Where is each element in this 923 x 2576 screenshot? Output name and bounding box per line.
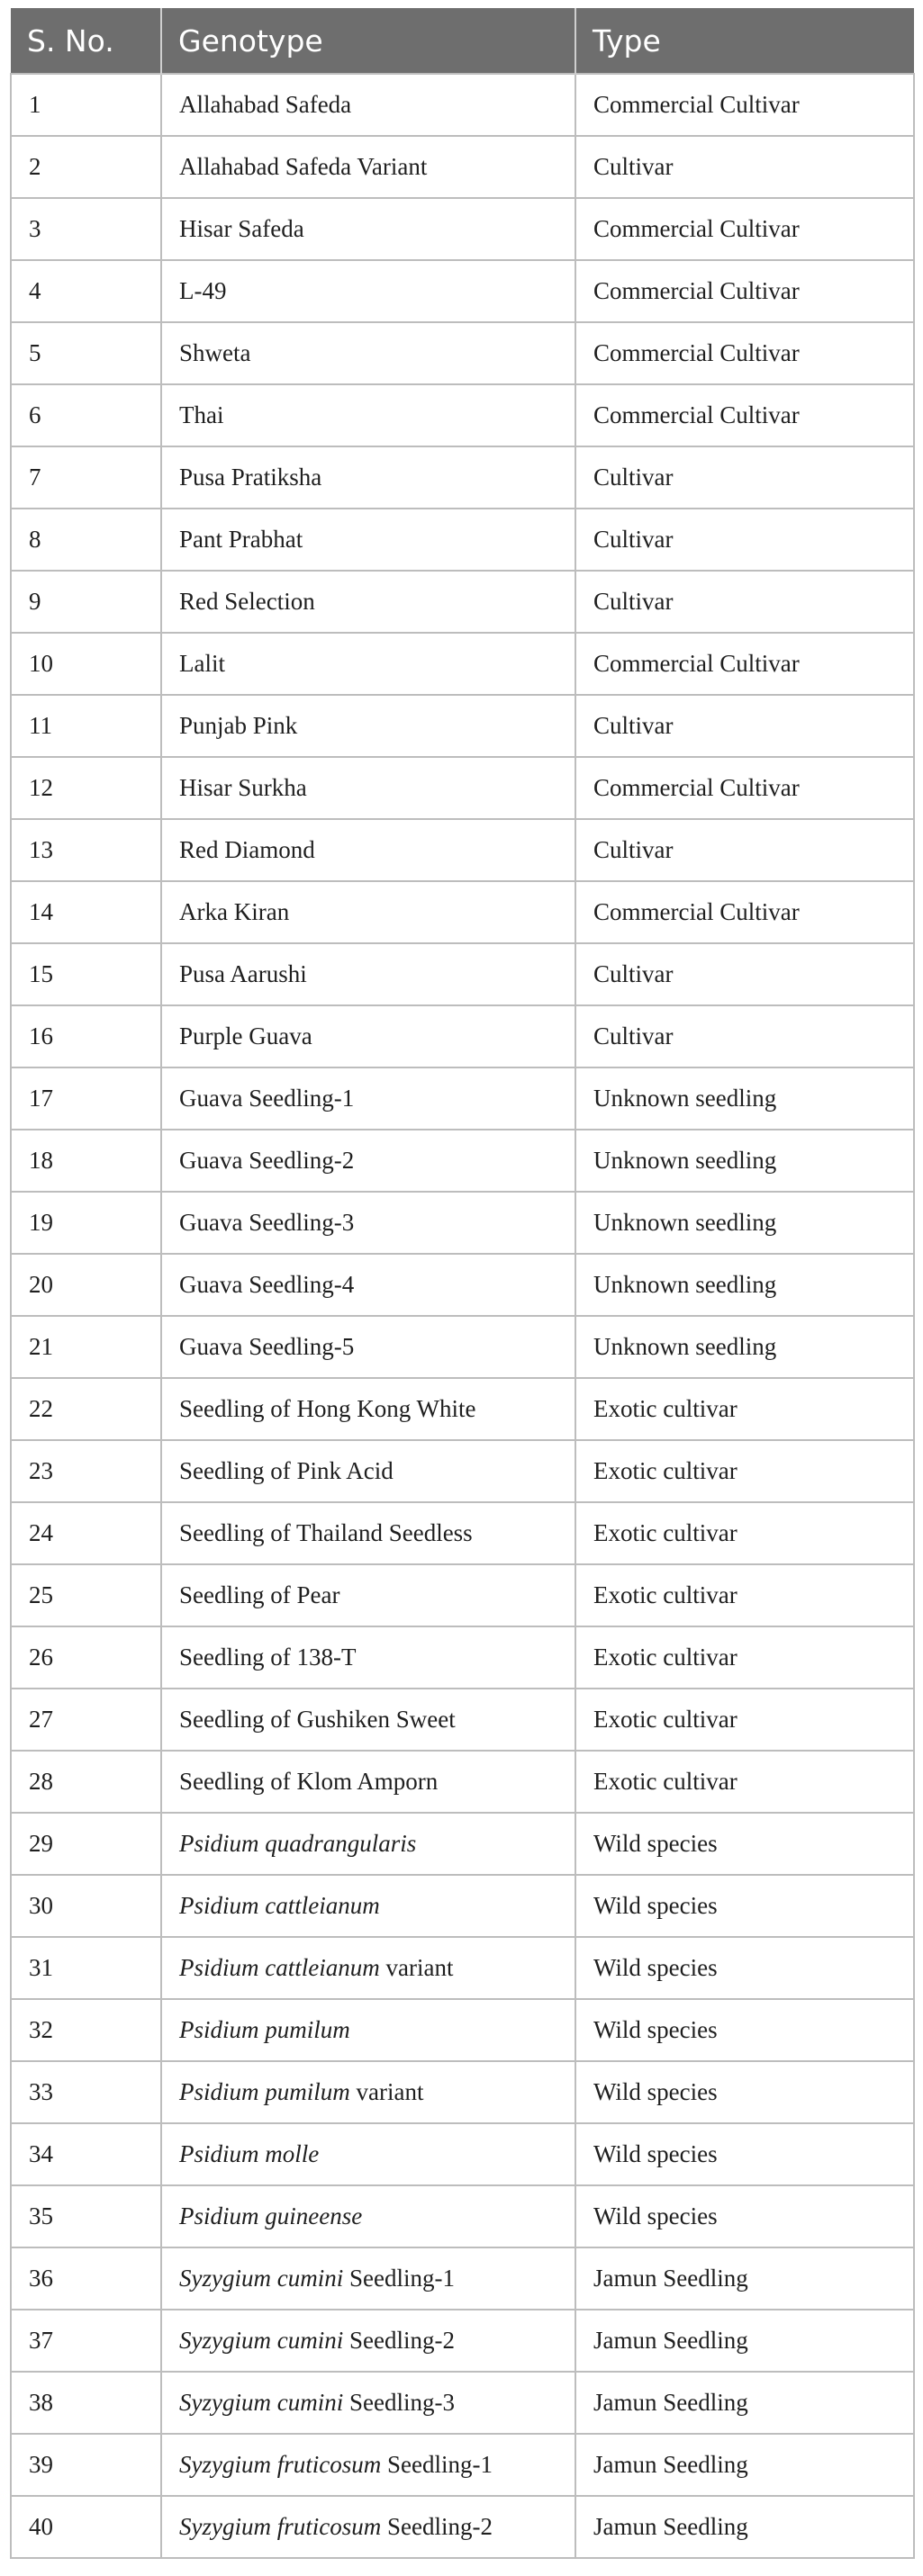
cell-genotype [161, 571, 575, 633]
cell-type: Jamun Seedling [575, 2496, 914, 2558]
cell-serial-number: 13 [11, 819, 161, 881]
table-row [11, 633, 914, 695]
cell-genotype [161, 2310, 575, 2372]
table-row [11, 1813, 914, 1875]
cell-type: Cultivar [575, 819, 914, 881]
table-row [11, 2185, 914, 2247]
cell-type: Wild species [575, 1813, 914, 1875]
table-row [11, 881, 914, 943]
genotype-text: Pusa Pratiksha [179, 464, 322, 491]
table-row [11, 1192, 914, 1254]
cell-genotype [161, 446, 575, 509]
cell-type: Commercial Cultivar [575, 881, 914, 943]
table-row [11, 1937, 914, 1999]
cell-serial-number: 35 [11, 2185, 161, 2247]
table-row [11, 695, 914, 757]
cell-genotype [161, 633, 575, 695]
cell-genotype [161, 1813, 575, 1875]
table-row [11, 1626, 914, 1689]
cell-type: Exotic cultivar [575, 1689, 914, 1751]
cell-genotype [161, 2247, 575, 2310]
genotype-text: variant [379, 1954, 454, 1981]
cell-type: Exotic cultivar [575, 1751, 914, 1813]
genotype-text: Seedling of Klom Amporn [179, 1768, 439, 1795]
cell-serial-number: 23 [11, 1440, 161, 1502]
cell-genotype [161, 2496, 575, 2558]
cell-type: Wild species [575, 2123, 914, 2185]
cell-type: Exotic cultivar [575, 1440, 914, 1502]
cell-genotype [161, 1999, 575, 2061]
cell-type: Exotic cultivar [575, 1564, 914, 1626]
cell-type: Commercial Cultivar [575, 260, 914, 322]
cell-genotype [161, 943, 575, 1005]
genotype-text: Red Diamond [179, 836, 315, 863]
cell-genotype [161, 1316, 575, 1378]
genotype-scientific-name: Syzygium cumini [179, 2389, 344, 2416]
cell-genotype [161, 1502, 575, 1564]
table-row [11, 1316, 914, 1378]
genotype-text: Hisar Surkha [179, 774, 307, 801]
cell-serial-number: 36 [11, 2247, 161, 2310]
cell-genotype [161, 1130, 575, 1192]
genotype-text: Seedling of Pink Acid [179, 1457, 394, 1484]
genotype-text: Seedling of Hong Kong White [179, 1395, 476, 1422]
genotype-text: Guava Seedling-2 [179, 1147, 355, 1174]
cell-serial-number: 12 [11, 757, 161, 819]
genotype-table [10, 8, 915, 2559]
cell-type: Unknown seedling [575, 1192, 914, 1254]
cell-serial-number: 4 [11, 260, 161, 322]
cell-genotype [161, 1689, 575, 1751]
genotype-scientific-name: Psidium cattleianum [179, 1892, 380, 1919]
cell-type: Cultivar [575, 136, 914, 198]
cell-type: Commercial Cultivar [575, 757, 914, 819]
cell-type: Cultivar [575, 509, 914, 571]
cell-genotype [161, 74, 575, 136]
genotype-text: Seedling of Gushiken Sweet [179, 1706, 456, 1733]
table-header [11, 8, 914, 74]
genotype-scientific-name: Psidium cattleianum [179, 1954, 380, 1981]
cell-serial-number: 37 [11, 2310, 161, 2372]
genotype-scientific-name: Syzygium fruticosum [179, 2513, 382, 2540]
genotype-text: Seedling-3 [343, 2389, 455, 2416]
cell-genotype [161, 819, 575, 881]
genotype-table-container [10, 8, 913, 2559]
cell-serial-number: 29 [11, 1813, 161, 1875]
genotype-text: Shweta [179, 339, 251, 366]
cell-genotype [161, 757, 575, 819]
cell-serial-number: 19 [11, 1192, 161, 1254]
cell-genotype [161, 1067, 575, 1130]
table-row [11, 1689, 914, 1751]
table-row [11, 1751, 914, 1813]
cell-serial-number: 16 [11, 1005, 161, 1067]
cell-serial-number: 20 [11, 1254, 161, 1316]
table-row [11, 2123, 914, 2185]
genotype-scientific-name: Psidium quadrangularis [179, 1830, 417, 1857]
cell-serial-number: 18 [11, 1130, 161, 1192]
table-row [11, 2434, 914, 2496]
table-row [11, 2061, 914, 2123]
cell-serial-number: 39 [11, 2434, 161, 2496]
table-row [11, 1005, 914, 1067]
cell-serial-number: 6 [11, 384, 161, 446]
cell-genotype [161, 2434, 575, 2496]
cell-type: Commercial Cultivar [575, 198, 914, 260]
cell-genotype [161, 384, 575, 446]
table-row [11, 1254, 914, 1316]
cell-genotype [161, 1254, 575, 1316]
cell-serial-number: 38 [11, 2372, 161, 2434]
genotype-text: Seedling of Thailand Seedless [179, 1519, 473, 1546]
cell-serial-number: 7 [11, 446, 161, 509]
cell-type: Cultivar [575, 1005, 914, 1067]
cell-type: Unknown seedling [575, 1067, 914, 1130]
table-row [11, 136, 914, 198]
genotype-text: Allahabad Safeda Variant [179, 153, 428, 180]
cell-serial-number: 9 [11, 571, 161, 633]
table-row [11, 2372, 914, 2434]
cell-genotype [161, 1005, 575, 1067]
cell-type: Wild species [575, 2185, 914, 2247]
cell-serial-number: 25 [11, 1564, 161, 1626]
cell-genotype [161, 2123, 575, 2185]
cell-type: Wild species [575, 1875, 914, 1937]
cell-genotype [161, 1751, 575, 1813]
cell-genotype [161, 1378, 575, 1440]
genotype-scientific-name: Psidium pumilum [179, 2016, 350, 2043]
table-row [11, 509, 914, 571]
table-row [11, 1564, 914, 1626]
genotype-scientific-name: Psidium pumilum [179, 2078, 350, 2105]
table-row [11, 2247, 914, 2310]
genotype-text: Allahabad Safeda [179, 91, 352, 118]
table-row [11, 260, 914, 322]
cell-type: Jamun Seedling [575, 2310, 914, 2372]
cell-serial-number: 1 [11, 74, 161, 136]
cell-serial-number: 28 [11, 1751, 161, 1813]
cell-genotype [161, 322, 575, 384]
cell-genotype [161, 2061, 575, 2123]
cell-type: Unknown seedling [575, 1254, 914, 1316]
cell-serial-number: 2 [11, 136, 161, 198]
genotype-text: Guava Seedling-5 [179, 1333, 355, 1360]
cell-serial-number: 21 [11, 1316, 161, 1378]
table-row [11, 1378, 914, 1440]
table-row [11, 1130, 914, 1192]
genotype-scientific-name: Psidium molle [179, 2140, 320, 2167]
genotype-scientific-name: Psidium guineense [179, 2202, 363, 2229]
table-row [11, 2496, 914, 2558]
table-row [11, 1999, 914, 2061]
genotype-scientific-name: Syzygium cumini [179, 2265, 344, 2292]
cell-genotype [161, 260, 575, 322]
cell-type: Jamun Seedling [575, 2372, 914, 2434]
table-row [11, 1875, 914, 1937]
genotype-text: Purple Guava [179, 1022, 312, 1049]
cell-genotype [161, 881, 575, 943]
table-row [11, 74, 914, 136]
genotype-text: Punjab Pink [179, 712, 298, 739]
genotype-text: Seedling-1 [343, 2265, 455, 2292]
table-row [11, 384, 914, 446]
cell-type: Cultivar [575, 446, 914, 509]
cell-serial-number: 30 [11, 1875, 161, 1937]
cell-genotype [161, 1440, 575, 1502]
cell-genotype [161, 2372, 575, 2434]
cell-serial-number: 32 [11, 1999, 161, 2061]
cell-type: Cultivar [575, 695, 914, 757]
table-row [11, 1067, 914, 1130]
table-row [11, 322, 914, 384]
cell-type: Commercial Cultivar [575, 322, 914, 384]
cell-serial-number: 17 [11, 1067, 161, 1130]
genotype-scientific-name: Syzygium fruticosum [179, 2451, 382, 2478]
table-row [11, 571, 914, 633]
table-row [11, 943, 914, 1005]
genotype-scientific-name: Syzygium cumini [179, 2327, 344, 2354]
cell-serial-number: 31 [11, 1937, 161, 1999]
genotype-text: Pant Prabhat [179, 526, 303, 553]
column-header-genotype: Genotype [161, 8, 575, 74]
cell-type: Jamun Seedling [575, 2434, 914, 2496]
cell-serial-number: 14 [11, 881, 161, 943]
genotype-text: Seedling of 138-T [179, 1644, 357, 1671]
table-row [11, 1440, 914, 1502]
genotype-text: Seedling-2 [381, 2513, 493, 2540]
genotype-text: Hisar Safeda [179, 215, 304, 242]
table-row [11, 198, 914, 260]
cell-serial-number: 5 [11, 322, 161, 384]
genotype-text: Arka Kiran [179, 898, 290, 925]
genotype-text: Guava Seedling-3 [179, 1209, 355, 1236]
cell-serial-number: 27 [11, 1689, 161, 1751]
cell-type: Commercial Cultivar [575, 74, 914, 136]
genotype-text: Thai [179, 401, 224, 428]
genotype-text: L-49 [179, 277, 227, 304]
cell-serial-number: 33 [11, 2061, 161, 2123]
cell-genotype [161, 1564, 575, 1626]
table-body [11, 74, 914, 2558]
cell-genotype [161, 2185, 575, 2247]
cell-genotype [161, 509, 575, 571]
genotype-text: Lalit [179, 650, 225, 677]
cell-genotype [161, 1875, 575, 1937]
cell-serial-number: 40 [11, 2496, 161, 2558]
genotype-text: Red Selection [179, 588, 315, 615]
cell-serial-number: 3 [11, 198, 161, 260]
cell-type: Jamun Seedling [575, 2247, 914, 2310]
cell-serial-number: 11 [11, 695, 161, 757]
genotype-text: Seedling-2 [343, 2327, 455, 2354]
cell-type: Exotic cultivar [575, 1502, 914, 1564]
cell-genotype [161, 1192, 575, 1254]
cell-genotype [161, 198, 575, 260]
cell-serial-number: 10 [11, 633, 161, 695]
genotype-text: Seedling of Pear [179, 1581, 340, 1608]
cell-type: Cultivar [575, 571, 914, 633]
table-row [11, 446, 914, 509]
genotype-text: Guava Seedling-4 [179, 1271, 355, 1298]
cell-type: Commercial Cultivar [575, 633, 914, 695]
table-row [11, 757, 914, 819]
header-row [11, 8, 914, 74]
cell-genotype [161, 695, 575, 757]
table-row [11, 2310, 914, 2372]
cell-genotype [161, 1937, 575, 1999]
cell-serial-number: 26 [11, 1626, 161, 1689]
cell-serial-number: 15 [11, 943, 161, 1005]
cell-serial-number: 24 [11, 1502, 161, 1564]
cell-type: Wild species [575, 2061, 914, 2123]
cell-type: Unknown seedling [575, 1130, 914, 1192]
cell-type: Unknown seedling [575, 1316, 914, 1378]
table-row [11, 819, 914, 881]
cell-type: Exotic cultivar [575, 1626, 914, 1689]
cell-type: Wild species [575, 1999, 914, 2061]
cell-serial-number: 8 [11, 509, 161, 571]
cell-type: Wild species [575, 1937, 914, 1999]
cell-type: Exotic cultivar [575, 1378, 914, 1440]
cell-type: Cultivar [575, 943, 914, 1005]
column-header-serial-number: S. No. [11, 8, 161, 74]
cell-genotype [161, 136, 575, 198]
genotype-text: Pusa Aarushi [179, 960, 307, 987]
cell-genotype [161, 1626, 575, 1689]
table-row [11, 1502, 914, 1564]
cell-serial-number: 34 [11, 2123, 161, 2185]
cell-type: Commercial Cultivar [575, 384, 914, 446]
column-header-type: Type [575, 8, 914, 74]
genotype-text: Seedling-1 [381, 2451, 493, 2478]
genotype-text: Guava Seedling-1 [179, 1085, 355, 1112]
genotype-text: variant [349, 2078, 424, 2105]
cell-serial-number: 22 [11, 1378, 161, 1440]
